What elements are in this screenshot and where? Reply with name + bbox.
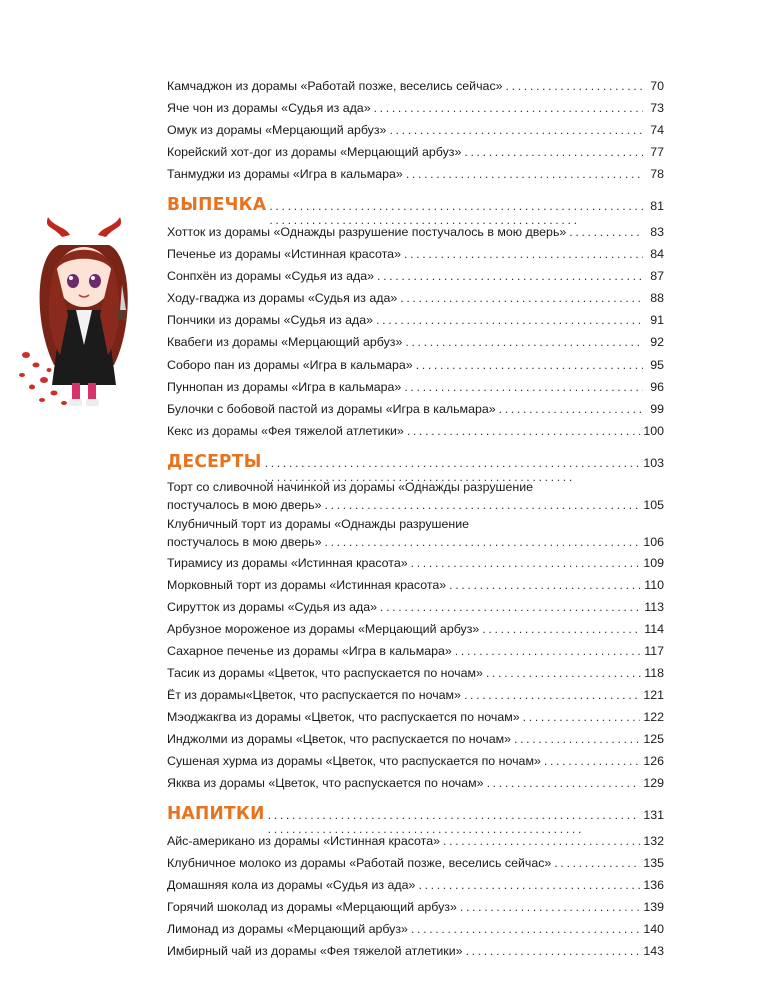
toc-entry bbox=[167, 552, 664, 574]
toc-entry-page: 121 bbox=[643, 687, 664, 702]
dot-leader bbox=[506, 75, 643, 97]
dot-leader bbox=[569, 221, 643, 243]
dot-leader bbox=[324, 496, 640, 515]
toc-entry bbox=[167, 940, 664, 962]
dot-leader bbox=[466, 940, 641, 962]
toc-entry-title: Лимонад из дорамы «Мерцающий арбуз» bbox=[167, 922, 408, 937]
section-page: 131 bbox=[643, 808, 664, 823]
section-heading bbox=[167, 804, 664, 830]
toc-entry-title: Печенье из дорамы «Истинная красота» bbox=[167, 247, 401, 262]
toc-entry bbox=[167, 596, 664, 618]
dot-leader bbox=[389, 119, 643, 141]
toc-entry-page: 122 bbox=[643, 710, 664, 725]
toc-entry bbox=[167, 750, 664, 772]
toc-entry-page: 139 bbox=[643, 900, 664, 915]
dot-leader bbox=[407, 420, 640, 442]
toc-entry-page: 126 bbox=[643, 754, 664, 769]
toc-entry-title: Сонпхён из дорамы «Судья из ада» bbox=[167, 269, 374, 284]
toc-entry bbox=[167, 265, 664, 287]
toc-entry-title: Мэоджакгва из дорамы «Цветок, что распускается по ночам» bbox=[167, 710, 520, 725]
toc-entry bbox=[167, 119, 664, 141]
chibi-devil-girl-illustration bbox=[14, 215, 154, 415]
dot-leader bbox=[374, 97, 643, 119]
toc-entry-page: 125 bbox=[643, 732, 664, 747]
toc-entry-page: 96 bbox=[650, 379, 664, 394]
dot-leader bbox=[376, 309, 643, 331]
dot-leader bbox=[324, 533, 640, 552]
dot-leader bbox=[404, 376, 643, 398]
dot-leader bbox=[405, 331, 643, 353]
dot-leader bbox=[554, 852, 640, 874]
toc-entry-page: 73 bbox=[650, 101, 664, 116]
dot-leader bbox=[486, 662, 641, 684]
toc-entry-title: Якква из дорамы «Цветок, что распускается по ночам» bbox=[167, 776, 484, 791]
toc-entry-page: 109 bbox=[643, 555, 664, 570]
toc-entry bbox=[167, 640, 664, 662]
toc-entry-title: Соборо пан из дорамы «Игра в кальмара» bbox=[167, 357, 413, 372]
toc-entry-title: Имбирный чай из дорамы «Фея тяжелой атлетики» bbox=[167, 944, 463, 959]
dot-leader bbox=[455, 640, 641, 662]
toc-entry bbox=[167, 918, 664, 940]
toc-entry bbox=[167, 772, 664, 794]
toc-entry-title: Айс-американо из дорамы «Истинная красота» bbox=[167, 834, 440, 849]
toc-entry-page: 92 bbox=[650, 335, 664, 350]
dot-leader bbox=[411, 918, 640, 940]
toc-entry-title: Домашняя кола из дорамы «Судья из ада» bbox=[167, 878, 416, 893]
toc-entry bbox=[167, 287, 664, 309]
dot-leader bbox=[406, 163, 643, 185]
dot-leader bbox=[482, 618, 641, 640]
toc-entry bbox=[167, 75, 664, 97]
toc-entry-page: 88 bbox=[650, 291, 664, 306]
dot-leader bbox=[499, 398, 643, 420]
toc-entry-title: Пуннопан из дорамы «Игра в кальмара» bbox=[167, 379, 402, 394]
dot-leader bbox=[460, 896, 640, 918]
dot-leader bbox=[404, 243, 643, 265]
toc-entry-title: Инджолми из дорамы «Цветок, что распускается по ночам» bbox=[167, 732, 511, 747]
toc-entry-page: 118 bbox=[644, 665, 664, 680]
toc-entry bbox=[167, 478, 664, 515]
toc-entry-page: 100 bbox=[643, 423, 664, 438]
toc-entry-title: Танмуджи из дорамы «Игра в кальмара» bbox=[167, 167, 403, 182]
toc-entry-title: Клубничное молоко из дорамы «Работай позже, веселись сейчас» bbox=[167, 856, 552, 871]
toc-entry-title: Торт со сливочной начинкой из дорамы «Однажды разрушение bbox=[167, 479, 534, 494]
toc-entry-page: 78 bbox=[650, 167, 664, 182]
toc-entry-title: Кекс из дорамы «Фея тяжелой атлетики» bbox=[167, 423, 404, 438]
toc-entry bbox=[167, 706, 664, 728]
toc-entry-page: 140 bbox=[643, 922, 664, 937]
toc-entry-title: Омук из дорамы «Мерцающий арбуз» bbox=[167, 123, 387, 138]
toc-entry bbox=[167, 684, 664, 706]
toc-entry-page: 105 bbox=[643, 498, 664, 513]
toc-entry-page: 77 bbox=[650, 145, 664, 160]
toc-entry-page: 132 bbox=[643, 834, 664, 849]
dot-leader bbox=[449, 574, 641, 596]
toc-entry bbox=[167, 331, 664, 353]
toc-entry-line2 bbox=[167, 496, 664, 515]
toc-entry bbox=[167, 354, 664, 376]
toc-entry bbox=[167, 852, 664, 874]
section-heading bbox=[167, 195, 664, 221]
toc-entry bbox=[167, 398, 664, 420]
section-title: ДЕСЕРТЫ bbox=[167, 451, 262, 473]
toc-entry bbox=[167, 163, 664, 185]
dot-leader bbox=[544, 750, 640, 772]
toc-entry bbox=[167, 874, 664, 896]
toc-entry-page: 110 bbox=[644, 577, 664, 592]
toc-entry-page: 106 bbox=[643, 535, 664, 550]
toc-entry-title: Квабеги из дорамы «Мерцающий арбуз» bbox=[167, 335, 403, 350]
toc-entry-title: Пончики из дорамы «Судья из ада» bbox=[167, 313, 374, 328]
toc-entry-title: Тасик из дорамы «Цветок, что распускается по ночам» bbox=[167, 665, 483, 680]
toc-entry-title: Тирамису из дорамы «Истинная красота» bbox=[167, 555, 408, 570]
dot-leader bbox=[464, 684, 640, 706]
toc-entry-page: 87 bbox=[650, 269, 664, 284]
section-page: 81 bbox=[650, 199, 664, 214]
toc-entry bbox=[167, 728, 664, 750]
toc-entry-page: 91 bbox=[650, 313, 664, 328]
toc-entry-title: Камчаджон из дорамы «Работай позже, веселись сейчас» bbox=[167, 79, 503, 93]
toc-entry-title: Корейский хот-дог из дорамы «Мерцающий арбуз» bbox=[167, 145, 462, 160]
dot-leader bbox=[380, 596, 641, 618]
toc-entry-page: 83 bbox=[650, 225, 664, 240]
toc-entry-title: Ходу-гваджа из дорамы «Судья из ада» bbox=[167, 291, 398, 306]
toc-entry-title: Горячий шоколад из дорамы «Мерцающий арбуз» bbox=[167, 900, 457, 915]
toc-entry-page: 136 bbox=[643, 878, 664, 893]
dot-leader bbox=[443, 830, 640, 852]
dot-leader bbox=[377, 265, 643, 287]
toc-entry-page: 99 bbox=[650, 401, 664, 416]
dot-leader bbox=[418, 874, 640, 896]
toc-entry-title: Ёт из дорамы«Цветок, что распускается по ночам» bbox=[167, 687, 461, 702]
toc-entry bbox=[167, 896, 664, 918]
toc-entry-page: 129 bbox=[643, 776, 664, 791]
dot-leader bbox=[523, 706, 641, 728]
toc-entry bbox=[167, 574, 664, 596]
toc-entry-title: Яче чон из дорамы «Судья из ада» bbox=[167, 101, 371, 116]
toc-entry-title-cont: постучалось в мою дверь» bbox=[167, 498, 322, 513]
toc-entry-page: 114 bbox=[644, 621, 664, 636]
toc-entry-page: 84 bbox=[650, 247, 664, 262]
section-page: 103 bbox=[643, 455, 664, 470]
toc-entry-title: Клубничный торт из дорамы «Однажды разрушение bbox=[167, 516, 470, 531]
toc-entry bbox=[167, 243, 664, 265]
toc-entry bbox=[167, 97, 664, 119]
table-of-contents bbox=[167, 75, 664, 963]
toc-entry bbox=[167, 618, 664, 640]
toc-entry bbox=[167, 420, 664, 442]
toc-entry bbox=[167, 662, 664, 684]
dot-leader bbox=[400, 287, 643, 309]
dot-leader bbox=[464, 141, 643, 163]
toc-entry-page: 70 bbox=[650, 79, 664, 93]
toc-entry-page: 135 bbox=[643, 856, 664, 871]
dot-leader bbox=[411, 552, 641, 574]
section-title: НАПИТКИ bbox=[167, 803, 265, 825]
toc-entry-title: Сирутток из дорамы «Судья из ада» bbox=[167, 599, 378, 614]
toc-entry-title: Сушеная хурма из дорамы «Цветок, что распускается по ночам» bbox=[167, 754, 541, 769]
toc-entry bbox=[167, 141, 664, 163]
toc-entry-title: Булочки с бобовой пастой из дорамы «Игра в кальмара» bbox=[167, 401, 496, 416]
section-title: ВЫПЕЧКА bbox=[167, 194, 267, 216]
toc-entry-page: 74 bbox=[650, 123, 664, 138]
toc-entry-page: 143 bbox=[643, 944, 664, 959]
toc-entry-title: Хотток из дорамы «Однажды разрушение постучалось в мою дверь» bbox=[167, 225, 567, 240]
toc-entry-page: 95 bbox=[650, 357, 664, 372]
toc-entry-title: Сахарное печенье из дорамы «Игра в кальмара» bbox=[167, 643, 452, 658]
toc-entry-title: Морковный торт из дорамы «Истинная красота» bbox=[167, 577, 447, 592]
dot-leader bbox=[514, 728, 640, 750]
toc-entry bbox=[167, 515, 664, 552]
dot-leader bbox=[416, 354, 643, 376]
toc-entry bbox=[167, 221, 664, 243]
toc-entry-line2 bbox=[167, 533, 664, 552]
toc-entry-title-cont: постучалось в мою дверь» bbox=[167, 535, 322, 550]
toc-entry bbox=[167, 309, 664, 331]
toc-entry-page: 117 bbox=[644, 643, 664, 658]
toc-entry-page: 113 bbox=[644, 599, 664, 614]
section-heading bbox=[167, 452, 664, 478]
dot-leader bbox=[487, 772, 641, 794]
toc-entry bbox=[167, 830, 664, 852]
toc-entry-title: Арбузное мороженое из дорамы «Мерцающий арбуз» bbox=[167, 621, 480, 636]
toc-entry bbox=[167, 376, 664, 398]
